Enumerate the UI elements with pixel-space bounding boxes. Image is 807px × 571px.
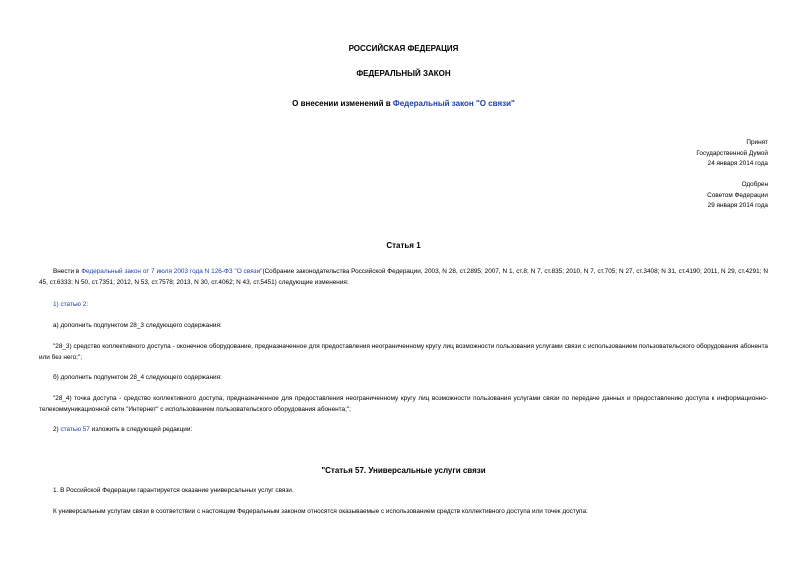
item-1-link[interactable]: 1) статью 2 [53, 301, 87, 308]
adoption-duma-block [696, 138, 768, 170]
intro-law-link[interactable]: Федеральный закон от 7 июля 2003 года N 126-ФЗ "О связи" [81, 268, 263, 275]
item-2 [39, 425, 768, 436]
article-57-heading: "Статья 57. Универсальные услуги связи [321, 466, 486, 475]
quote-28-3: "28_3) средство коллективного доступа - оконечное оборудование, предназначенное для предоставления неограниченному кругу лиц возможности пользования услугами связи с использованием пользовательского оборудования абонента или без него;"; [39, 343, 768, 361]
doc-type-heading: ФЕДЕРАЛЬНЫЙ ЗАКОН [356, 69, 451, 78]
law-title [0, 99, 807, 108]
law-title-prefix: О внесении изменений в [292, 99, 393, 108]
item-2-rest: изложить в следующей редакции: [89, 426, 193, 433]
sub-item-b: б) дополнить подпунктом 28_4 следующего содержания: [53, 374, 222, 381]
quote-28-4: "28_4) точка доступа - средство коллективного доступа, предназначенное для предоставления неограниченному кругу лиц возможности пользования услугами связи по передаче данных и предоставлению доступа к информационно-телекоммуникационной сети "Интернет" с использованием пользовательского оборудования абонента;"; [39, 395, 768, 413]
approved-label: Одобрен [741, 181, 768, 188]
approved-by: Советом Федерации [707, 191, 768, 199]
sub-item-a: а) дополнить подпунктом 28_3 следующего содержания: [53, 322, 222, 329]
accepted-label: Принят [746, 139, 768, 146]
item-2-link[interactable]: статью 57 [60, 426, 90, 433]
article-57-p2: К универсальным услугам связи в соответствии с настоящим Федеральным законом относятся оказываемые с использованием средств коллективного доступа или точек доступа: [53, 508, 588, 515]
approved-date: 29 января 2014 года [707, 202, 768, 209]
adoption-council-block [707, 180, 768, 212]
item-1 [39, 300, 768, 311]
accepted-by: Государственной Думой [696, 149, 768, 157]
intro-rest: (Собрание законодательства Российской Федерации, 2003, N 28, ст.2895; 2007, N 1, ст.8; N 7, ст.835; 2010, N 7, ст.705; N 27, ст.3408; N 31, ст.4190; 2011, N 29, ст.4291; N 45, ст.6333; N 50, ст.7351; 2012, N 53, ст.7578; 2013, N 30, ст.4062; N 43, ст.5451) следующие изменения: [39, 268, 768, 286]
article-1-heading: Статья 1 [386, 241, 421, 250]
country-heading: РОССИЙСКАЯ ФЕДЕРАЦИЯ [348, 44, 459, 53]
accepted-date: 24 января 2014 года [707, 160, 768, 167]
article-57-p1: 1. В Российской Федерации гарантируется оказание универсальных услуг связи. [53, 487, 294, 494]
article-1-intro [39, 267, 768, 288]
intro-prefix: Внести в [53, 268, 82, 275]
law-title-link[interactable]: Федеральный закон "О связи" [392, 99, 515, 108]
item-2-prefix: 2) [53, 426, 61, 433]
item-1-rest: : [86, 301, 89, 308]
